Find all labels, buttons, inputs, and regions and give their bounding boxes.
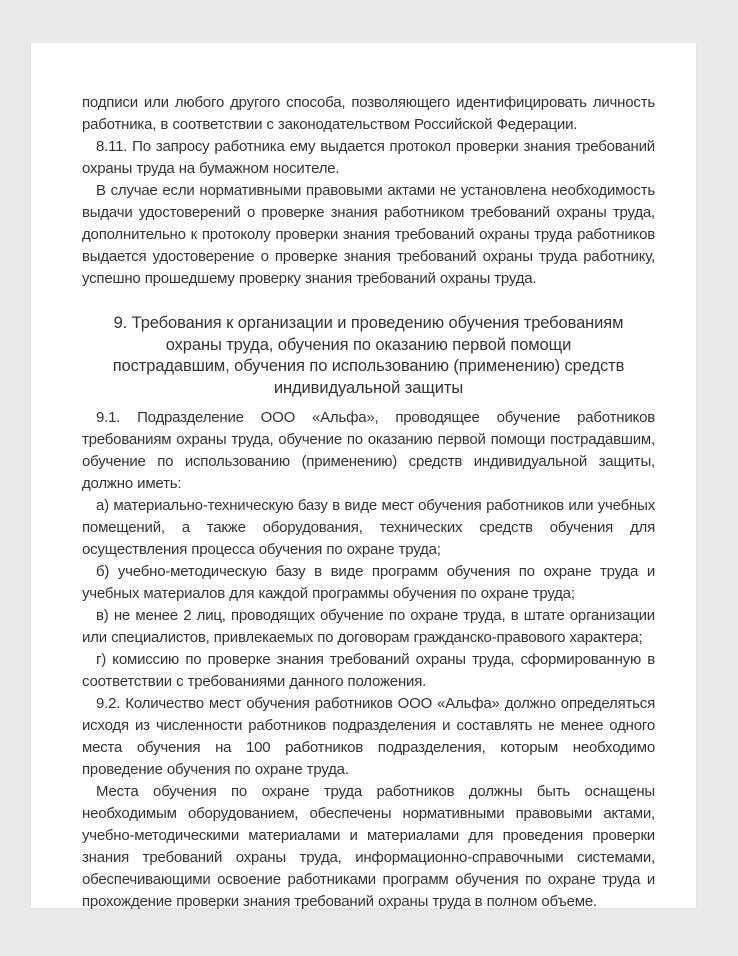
paragraph-9-1-item-g: г) комиссию по проверке знания требований охраны труда, сформированную в соответствии с требованиями данного положения.	[82, 651, 655, 690]
paragraph-9-1: 9.1. Подразделение ООО «Альфа», проводящее обучение работников требованиям охраны труда, обучение по оказанию первой помощи пострадавшим, обучение по использованию (применению) средств индивидуальной защиты, должно иметь:	[82, 409, 655, 492]
paragraph-9-1-item-b: б) учебно-методическую базу в виде программ обучения по охране труда и учебных материалов для каждой программы обучения по охране труда;	[82, 563, 655, 602]
document-page	[31, 43, 696, 908]
paragraph-9-1-item-a: а) материально-техническую базу в виде мест обучения работников или учебных помещений, а также оборудования, технических средств обучения для осуществления процесса обучения по охране труда;	[82, 497, 655, 558]
section-9-heading: 9. Требования к организации и проведению обучения требованиям охраны труда, обучения по оказанию первой помощи пострадавшим, обучения по использованию (применению) средств индивидуальной защиты	[112, 314, 625, 397]
paragraph-signature-continuation: подписи или любого другого способа, позволяющего идентифицировать личность работника, в соответствии с законодательством Российской Федерации.	[82, 94, 655, 133]
paragraph-certificate-issue: В случае если нормативными правовыми актами не установлена необходимость выдачи удостоверений о проверке знания работником требований охраны труда, дополнительно к протоколу проверки знания требований охраны труда работников выдается удостоверение о проверке знания требований охраны труда работнику, успешно прошедшему проверку знания требований охраны труда.	[82, 182, 655, 287]
paragraph-9-2: 9.2. Количество мест обучения работников ООО «Альфа» должно определяться исходя из численности работников подразделения и составлять не менее одного места обучения на 100 работников подразделения, которым необходимо проведение обучения по охране труда.	[82, 695, 655, 778]
paragraph-9-1-item-v: в) не менее 2 лиц, проводящих обучение по охране труда, в штате организации или специалистов, привлекаемых по договорам гражданско-правового характера;	[82, 607, 655, 646]
paragraph-training-places-equipment: Места обучения по охране труда работников должны быть оснащены необходимым оборудованием, обеспечены нормативными правовыми актами, учебно-методическими материалами и материалами для проведения проверки знания требований охраны труда, информационно-справочными системами, обеспечивающими освоение работниками программ обучения по охране труда и прохождение проверки знания требований охраны труда в полном объеме.	[82, 783, 655, 910]
paragraph-8-11: 8.11. По запросу работника ему выдается протокол проверки знания требований охраны труда на бумажном носителе.	[82, 138, 655, 177]
